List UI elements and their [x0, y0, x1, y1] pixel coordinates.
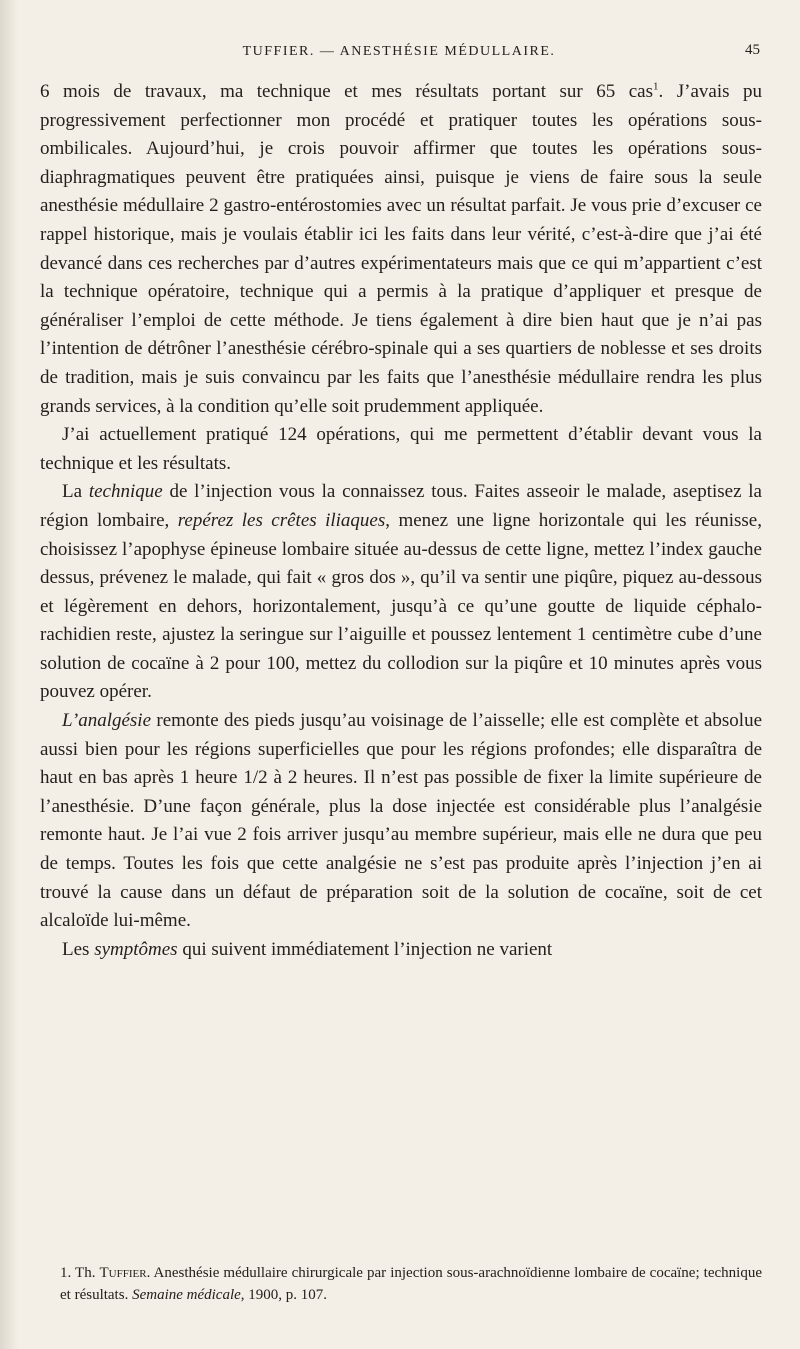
footnote-ref: 1	[653, 80, 659, 93]
italic-text: Semaine médicale	[132, 1287, 241, 1303]
paragraph	[40, 478, 762, 707]
text-run: J’ai actuellement pratiqué 124 opérations, qui me permettent d’établir devant vous la technique et les résultats.	[40, 424, 762, 474]
italic-text: repérez les crêtes iliaques	[177, 509, 386, 531]
text-run: , 1900, p. 107.	[240, 1287, 328, 1303]
text-run: remonte des pieds jusqu’au voisinage de l’aisselle; elle est complète et absolue aussi bien pour les régions superficielles que pour les régions profondes; elle disparaîtra de haut en bas après 1 heure 1/2 à 2 heures. Il n’est pas possible de fixer la limite supérieure de l’anesthésie. D’une façon générale, plus la dose injectée est considérable plus l’analgésie remonte haut. Je l’ai vue 2 fois arriver jusqu’au membre supérieur, mais elle ne dura que peu de temps. Toutes les fois que cette analgésie ne s’est pas produite après l’injection j’en ai trouvé la cause dans un défaut de préparation soit de la solution de cocaïne, soit de cet alcaloïde lui-même.	[40, 710, 762, 932]
text-run: , menez une ligne horizontale qui les réunisse, choisissez l’apophyse épineuse lombaire située au-dessus de cette ligne, mettez l’index gauche dessus, prévenez le malade, qui fait « gros dos », qu’il va sentir une piqûre, piquez au-dessous et légèrement en dehors, horizontalement, jusqu’à ce qu’une goutte de liquide céphalo-rachidien reste, ajustez la seringue sur l’aiguille et poussez lentement 1 centimètre cube d’une solution de cocaïne à 2 pour 100, mettez du collodion sur la piqûre et 10 minutes après vous pouvez opérer.	[40, 509, 762, 703]
paragraph	[40, 78, 762, 421]
text-run: qui suivent immédiatement l’injection ne varient	[177, 938, 553, 960]
paragraph	[40, 936, 762, 965]
body-text	[40, 78, 762, 964]
paragraph	[40, 707, 762, 936]
italic-text: technique	[88, 481, 163, 503]
italic-text: symptômes	[94, 938, 178, 960]
page-gutter-shadow	[0, 0, 18, 1349]
text-run: 1. Th.	[60, 1265, 100, 1281]
footnote	[40, 1262, 762, 1306]
text-run: . Anesthésie médullaire chirurgicale par injection sous-arachnoïdienne lombaire de cocaïne; technique et résultats.	[60, 1265, 762, 1303]
paragraph	[40, 421, 762, 478]
text-run: Tuffier	[99, 1265, 147, 1281]
footnote-text	[40, 1262, 762, 1306]
text-run: La	[62, 481, 89, 503]
text-run: de l’injection vous la connaissez tous. Faites asseoir le malade, aseptisez la région lombaire,	[40, 481, 762, 531]
running-head: TUFFIER. — ANESTHÉSIE MÉDULLAIRE.	[242, 44, 556, 59]
page-number: 45	[745, 42, 760, 58]
text-run: Les	[62, 938, 95, 960]
page-header	[38, 40, 760, 64]
text-run: . J’avais pu progressivement perfectionner mon procédé et pratiquer toutes les opérations sous-ombilicales. Aujourd’hui, je crois pouvoir affirmer que toutes les opérations sous-diaphragmatiques peuvent être pratiquées ainsi, puisque je viens de faire sous la seule anesthésie médullaire 2 gastro-entérostomies avec un résultat parfait. Je vous prie d’excuser ce rappel historique, mais je voulais établir ici les faits dans leur vérité, c’est-à-dire que j’ai été devancé dans ces recherches par d’autres expérimentateurs mais que ce qui m’appartient c’est la technique opératoire, technique qui a permis à la pratique d’appliquer et presque de généraliser l’emploi de cette méthode. Je tiens également à dire bien haut que je n’ai pas l’intention de détrôner l’anesthésie cérébro-spinale qui a ses quartiers de noblesse et ses droits de tradition, mais je suis convaincu par les faits que l’anesthésie médullaire rendra les plus grands services, à la condition qu’elle soit prudemment appliquée.	[40, 81, 762, 417]
italic-text: L’analgésie	[62, 710, 152, 732]
text-run: 6 mois de travaux, ma technique et mes résultats portant sur 65 cas	[40, 81, 653, 102]
